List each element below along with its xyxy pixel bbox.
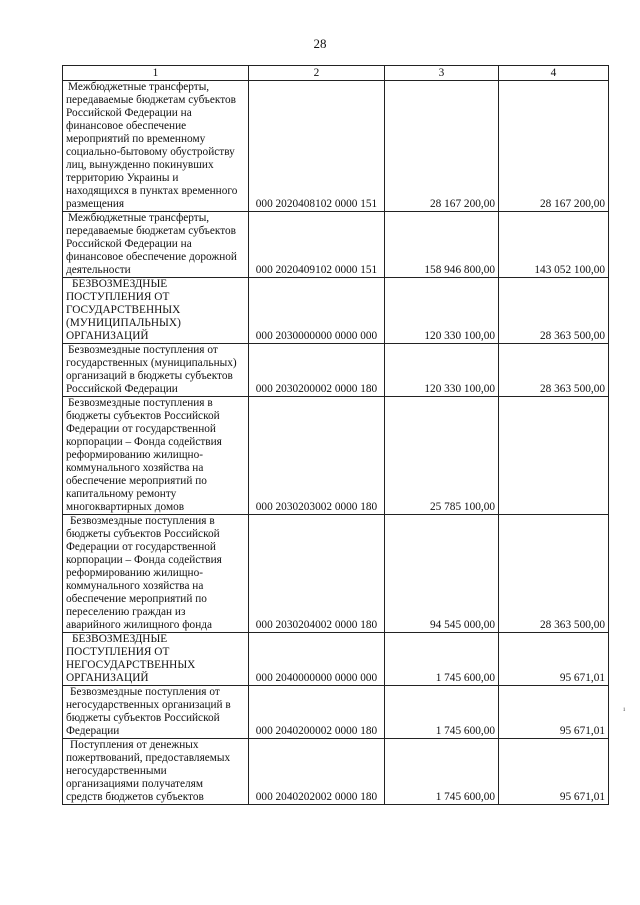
description-line: многоквартирных домов [66, 501, 185, 513]
description-line: территорию Украины и [66, 172, 179, 184]
description-line: переселению граждан из [66, 606, 186, 618]
budget-code: 000 2030203002 0000 180 [249, 397, 385, 515]
description-line: Федерации от государственной [66, 541, 216, 553]
description-line: Российской Федерации на [66, 238, 192, 250]
table-row [63, 344, 609, 397]
description-line: Межбюджетные трансферты, [68, 212, 210, 224]
description-line: организациями получателям [66, 778, 203, 790]
description-line: передаваемые бюджетам субъектов [66, 225, 237, 237]
budget-code: 000 2030200002 0000 180 [249, 344, 385, 397]
description-line: ГОСУДАРСТВЕННЫХ [66, 304, 181, 316]
amount-col4: 143 052 100,00 [499, 212, 609, 278]
budget-table [62, 65, 609, 805]
description-line: финансовое обеспечение [66, 120, 187, 132]
description-line: ОРГАНИЗАЦИЙ [66, 330, 149, 342]
description-line: реформированию жилищно- [66, 567, 203, 579]
row-description [63, 633, 249, 686]
amount-col4: 28 363 500,00 [499, 344, 609, 397]
page-number: 28 [313, 36, 327, 51]
description-line: Федерации от государственной [66, 423, 216, 435]
table-row [63, 81, 609, 212]
description-line: обеспечение мероприятий по [66, 593, 207, 605]
description-line: коммунального хозяйства на [66, 462, 204, 474]
description-line: Безвозмездные поступления от [68, 344, 218, 356]
header-col-2: 2 [249, 66, 385, 81]
description-line: Федерации [66, 725, 120, 737]
amount-col3: 120 330 100,00 [385, 278, 499, 344]
amount-col3: 158 946 800,00 [385, 212, 499, 278]
budget-code: 000 2020408102 0000 151 [249, 81, 385, 212]
table-row [63, 278, 609, 344]
description-line: средств бюджетов субъектов [66, 791, 204, 803]
description-line: Поступления от денежных [70, 739, 199, 751]
description-line: БЕЗВОЗМЕЗДНЫЕ [72, 278, 168, 290]
row-description [63, 344, 249, 397]
amount-col4: 95 671,01 [499, 739, 609, 805]
row-description [63, 397, 249, 515]
description-line: негосударственных организаций в [66, 699, 231, 711]
description-line: пожертвований, предоставляемых [66, 752, 231, 764]
description-line: реформированию жилищно- [66, 449, 203, 461]
description-line: передаваемые бюджетам субъектов [66, 94, 237, 106]
description-line: Российской Федерации [66, 383, 178, 395]
table-row [63, 633, 609, 686]
budget-code: 000 2040202002 0000 180 [249, 739, 385, 805]
description-line: Безвозмездные поступления в [68, 397, 213, 409]
amount-col4: 28 363 500,00 [499, 515, 609, 633]
description-line: бюджеты субъектов Российской [66, 712, 220, 724]
description-line: (МУНИЦИПАЛЬНЫХ) [66, 317, 181, 329]
description-line: бюджеты субъектов Российской [66, 410, 220, 422]
description-line: БЕЗВОЗМЕЗДНЫЕ [72, 633, 168, 645]
budget-code: 000 2030204002 0000 180 [249, 515, 385, 633]
budget-code: 000 2020409102 0000 151 [249, 212, 385, 278]
description-line: корпорации – Фонда содействия [66, 554, 222, 566]
description-line: финансовое обеспечение дорожной [66, 251, 237, 263]
amount-col4: 95 671,01 [499, 633, 609, 686]
header-col-4: 4 [499, 66, 609, 81]
amount-col3: 1 745 600,00 [385, 739, 499, 805]
row-description [63, 81, 249, 212]
header-col-3: 3 [385, 66, 499, 81]
budget-code: 000 2040200002 0000 180 [249, 686, 385, 739]
description-line: бюджеты субъектов Российской [66, 528, 220, 540]
table-row [63, 739, 609, 805]
description-line: коммунального хозяйства на [66, 580, 204, 592]
budget-code: 000 2030000000 0000 000 [249, 278, 385, 344]
row-description [63, 515, 249, 633]
table-row [63, 212, 609, 278]
header-col-1: 1 [63, 66, 249, 81]
description-line: негосударственными [66, 765, 167, 777]
description-line: аварийного жилищного фонда [66, 619, 212, 631]
row-description [63, 739, 249, 805]
amount-col3: 25 785 100,00 [385, 397, 499, 515]
amount-col4 [499, 397, 609, 515]
margin-mark: ¹ [623, 706, 626, 715]
amount-col3: 1 745 600,00 [385, 686, 499, 739]
amount-col3: 120 330 100,00 [385, 344, 499, 397]
description-line: ПОСТУПЛЕНИЯ ОТ [66, 291, 170, 303]
description-line: Безвозмездные поступления от [70, 686, 220, 698]
row-description [63, 686, 249, 739]
description-line: корпорации – Фонда содействия [66, 436, 222, 448]
row-description [63, 212, 249, 278]
description-line: Российской Федерации на [66, 107, 192, 119]
description-line: ПОСТУПЛЕНИЯ ОТ [66, 646, 170, 658]
amount-col3: 1 745 600,00 [385, 633, 499, 686]
description-line: НЕГОСУДАРСТВЕННЫХ [66, 659, 196, 671]
amount-col3: 28 167 200,00 [385, 81, 499, 212]
description-line: обеспечение мероприятий по [66, 475, 207, 487]
table-row [63, 686, 609, 739]
description-line: лиц, вынужденно покинувших [66, 159, 214, 171]
description-line: ОРГАНИЗАЦИЙ [66, 672, 149, 684]
table-row [63, 515, 609, 633]
amount-col3: 94 545 000,00 [385, 515, 499, 633]
amount-col4: 28 363 500,00 [499, 278, 609, 344]
amount-col4: 95 671,01 [499, 686, 609, 739]
description-line: Безвозмездные поступления в [70, 515, 215, 527]
description-line: капитальному ремонту [66, 488, 177, 500]
budget-code: 000 2040000000 0000 000 [249, 633, 385, 686]
description-line: размещения [66, 198, 125, 210]
description-line: организаций в бюджеты субъектов [66, 370, 233, 382]
description-line: социально-бытовому обустройству [66, 146, 235, 158]
description-line: государственных (муниципальных) [66, 357, 237, 369]
amount-col4: 28 167 200,00 [499, 81, 609, 212]
description-line: мероприятий по временному [66, 133, 206, 145]
description-line: Межбюджетные трансферты, [68, 81, 210, 93]
header-row [63, 66, 609, 81]
description-line: находящихся в пунктах временного [66, 185, 238, 197]
description-line: деятельности [66, 264, 131, 276]
row-description [63, 278, 249, 344]
table-row [63, 397, 609, 515]
